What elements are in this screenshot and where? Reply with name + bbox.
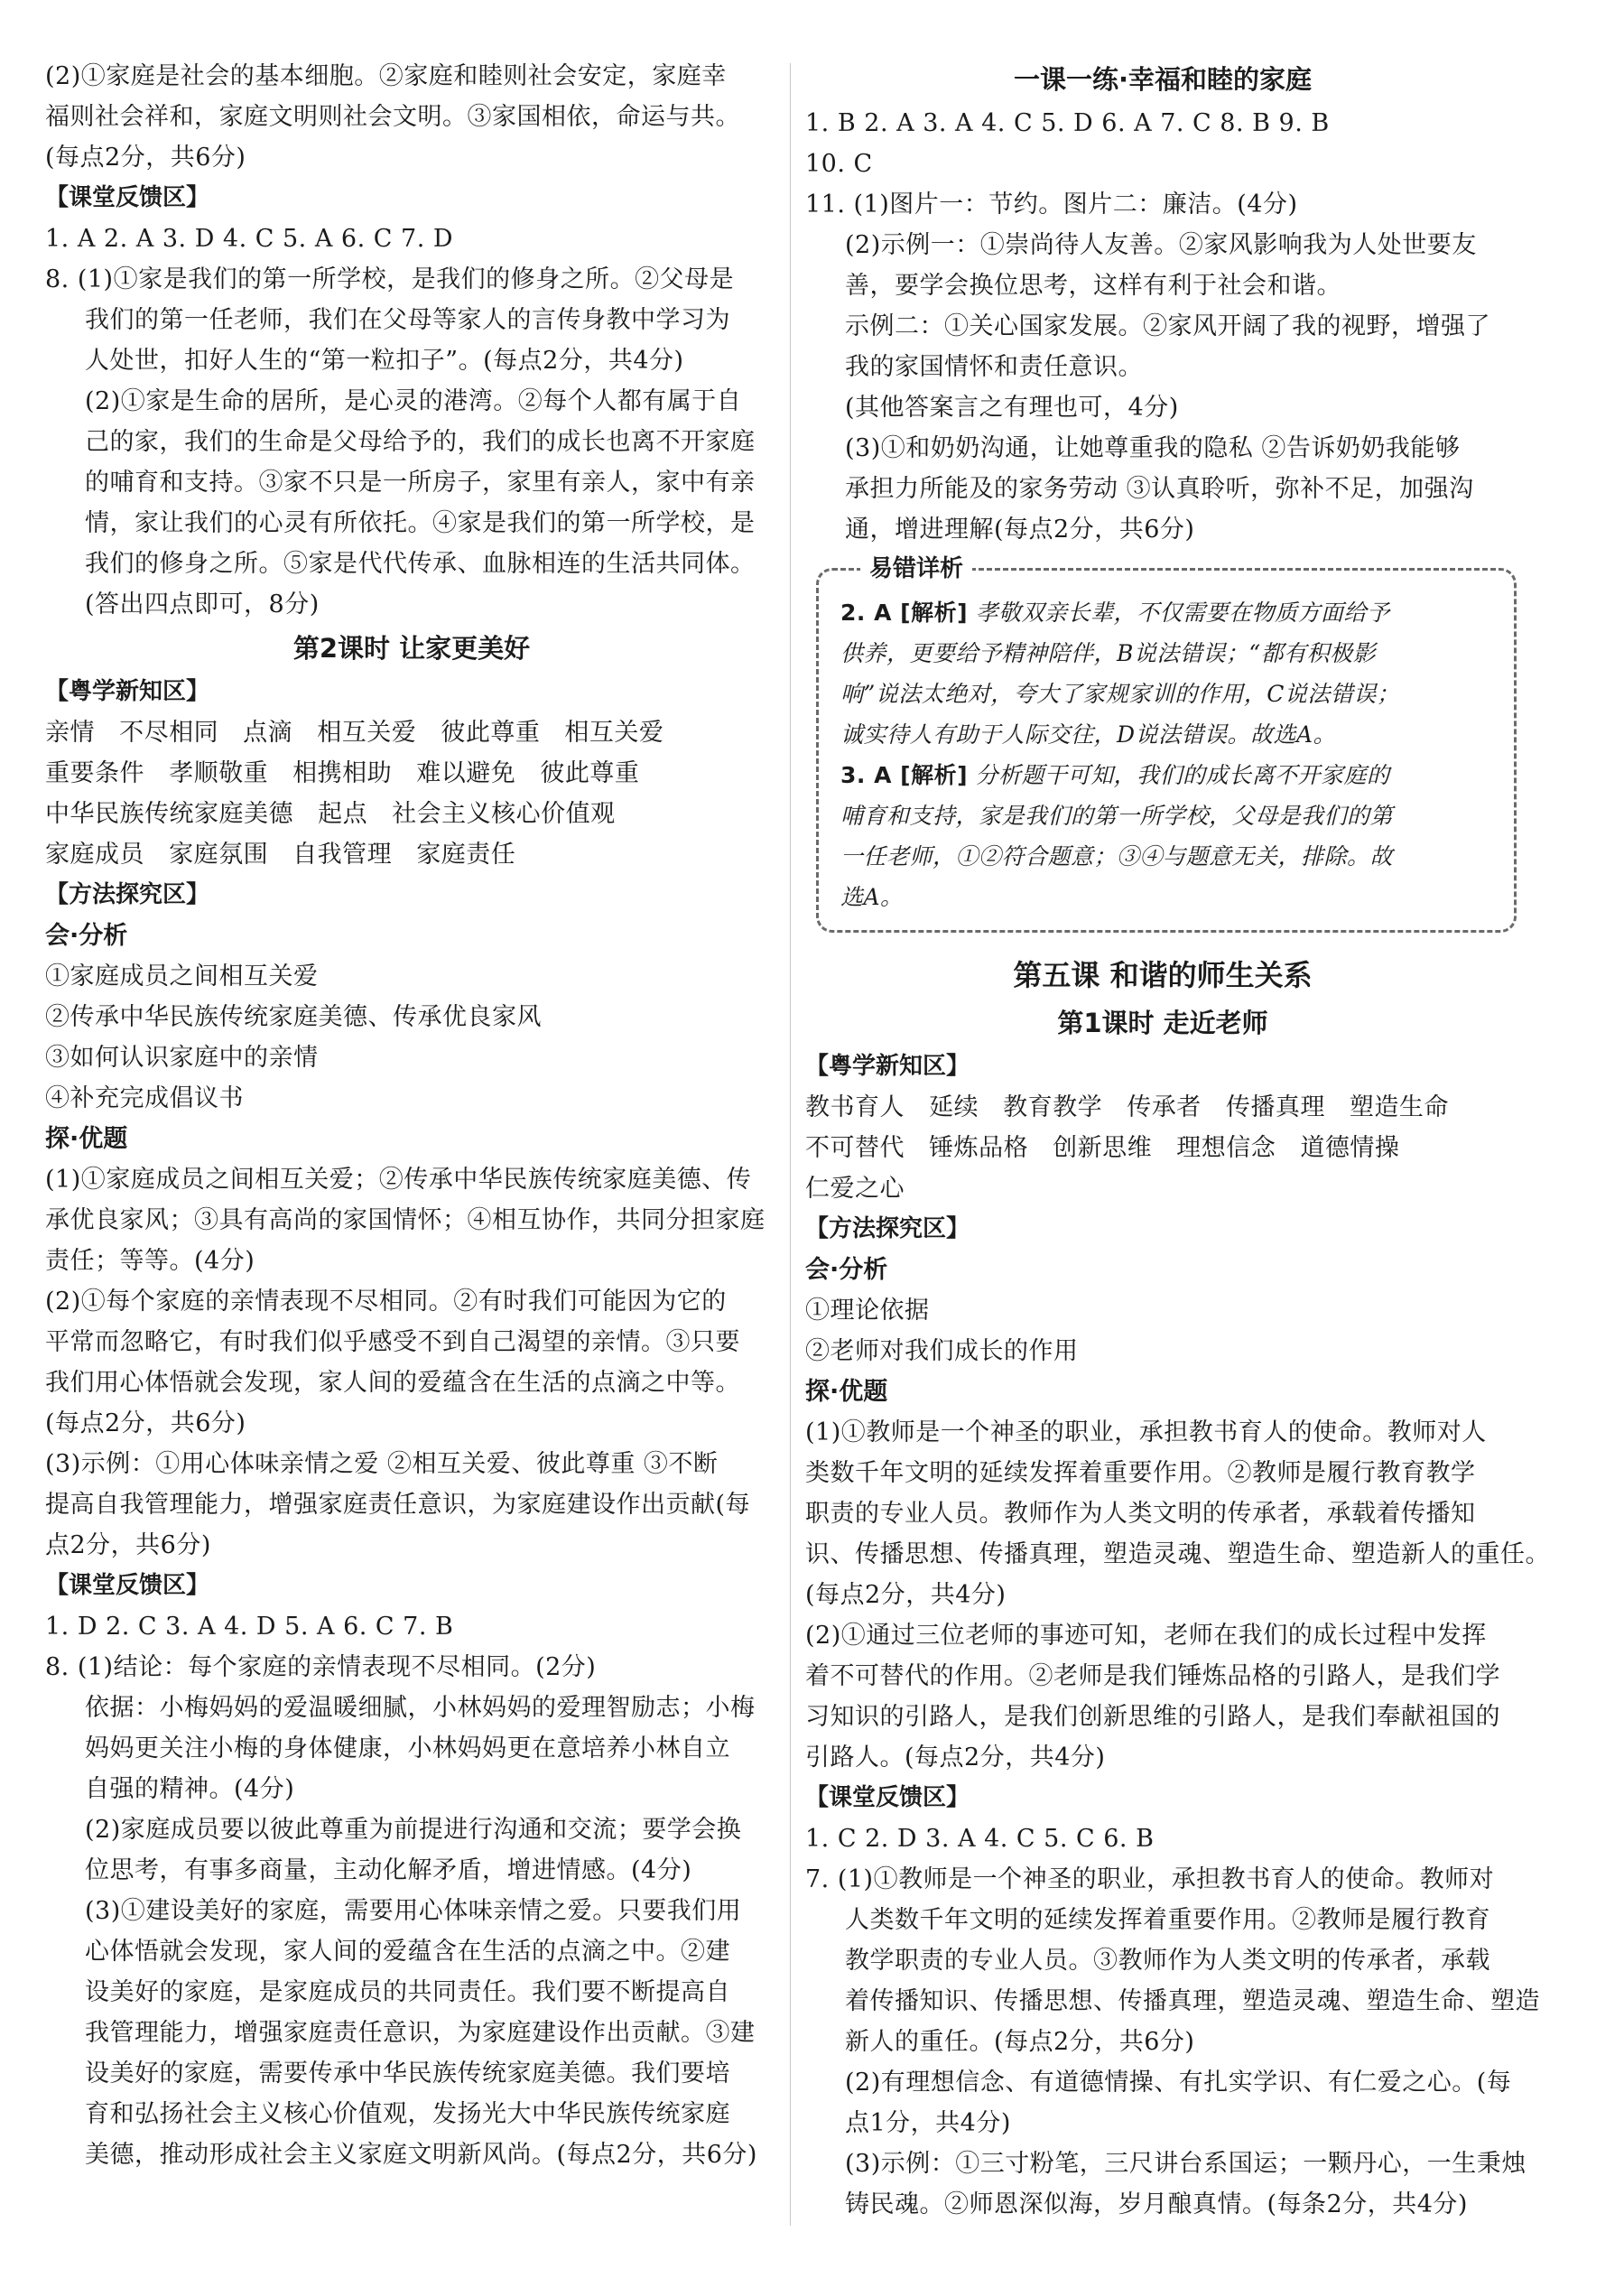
answer-line: 通，增进理解(每点2分，共6分) xyxy=(845,516,1195,544)
choice-answers: 1. A 2. A 3. D 4. C 5. A 6. C 7. D xyxy=(45,225,454,253)
answer-line: 着不可替代的作用。②老师是我们锤炼品格的引路人，是我们学 xyxy=(805,1662,1500,1690)
section-title: 第2课时 让家更美好 xyxy=(292,633,531,664)
section-tag-feedback: 【课堂反馈区】 xyxy=(805,1784,970,1811)
answer-line: 我的家国情怀和责任意识。 xyxy=(845,353,1143,381)
analysis-line: 供养，更要给予精神陪伴，B说法错误；“都有积极影 xyxy=(840,640,1377,666)
error-analysis-box xyxy=(816,555,1517,933)
answer-line: (1)①家庭成员之间相互关爱；②传承中华民族传统家庭美德、传 xyxy=(45,1166,752,1194)
analysis-text: 孝敬双亲长辈，不仅需要在物质方面给予 xyxy=(975,600,1390,626)
error-analysis-label: 易错详析 xyxy=(860,553,972,585)
analysis-item: ②传承中华民族传统家庭美德、传承优良家风 xyxy=(45,1003,542,1031)
lesson-title: 第五课 和谐的师生关系 xyxy=(1013,958,1313,992)
answer-line: 依据：小梅妈妈的爱温暖细腻，小林妈妈的爱理智励志；小梅 xyxy=(85,1694,756,1722)
answer-line: (3)示例：①用心体味亲情之爱 ②相互关爱、彼此尊重 ③不断 xyxy=(45,1450,719,1478)
subhead-analysis: 会·分析 xyxy=(805,1256,888,1284)
column-divider xyxy=(790,63,791,2226)
answer-line: (2)①通过三位老师的事迹可知，老师在我们的成长过程中发挥 xyxy=(805,1622,1487,1650)
answer-line: 铸民魂。②师恩深似海，岁月酿真情。(每条2分，共4分) xyxy=(845,2190,1468,2218)
answer-line: 位思考，有事多商量，主动化解矛盾，增进情感。(4分) xyxy=(85,1856,692,1884)
analysis-line: 选A。 xyxy=(840,884,904,910)
answer-line: 11. (1)图片一：节约。图片二：廉洁。(4分) xyxy=(805,191,1298,219)
answer-line: 我管理能力，增强家庭责任意识，为家庭建设作出贡献。③建 xyxy=(85,2019,756,2047)
answer-line: 着传播知识、传播思想、传播真理，塑造灵魂、塑造生命、塑造 xyxy=(845,1987,1540,2015)
analysis-item: ④补充完成倡议书 xyxy=(45,1084,244,1112)
analysis-line: 响”说法太绝对，夸大了家规家训的作用，C说法错误； xyxy=(840,681,1400,707)
answer-line: (3)①建设美好的家庭，需要用心体味亲情之爱。只要我们用 xyxy=(85,1897,742,1925)
answer-line: 的哺育和支持。③家不只是一所房子，家里有亲人，家中有亲 xyxy=(85,469,756,497)
answer-line: (2)示例一：①崇尚待人友善。②家风影响我为人处世要友 xyxy=(845,231,1477,259)
answer-line: 我们的第一任老师，我们在父母等家人的言传身教中学习为 xyxy=(85,306,730,334)
keyword-line: 仁爱之心 xyxy=(805,1175,905,1203)
answer-line: (2)有理想信念、有道德情操、有扎实学识、有仁爱之心。(每 xyxy=(845,2069,1512,2097)
answer-line: 人类数千年文明的延续发挥着重要作用。②教师是履行教育 xyxy=(845,1906,1490,1934)
answer-line: (答出四点即可，8分) xyxy=(85,590,320,618)
keyword-line: 教书育人 延续 教育教学 传承者 传播真理 塑造生命 xyxy=(805,1093,1449,1121)
answer-line: 责任；等等。(4分) xyxy=(45,1247,255,1275)
answer-line: 承担力所能及的家务劳动 ③认真聆听，弥补不足，加强沟 xyxy=(845,475,1474,503)
answer-line: 自强的精神。(4分) xyxy=(85,1775,295,1803)
answer-line: 8. (1)结论：每个家庭的亲情表现不尽相同。(2分) xyxy=(45,1653,597,1681)
keyword-line: 亲情 不尽相同 点滴 相互关爱 彼此尊重 相互关爱 xyxy=(45,719,664,747)
answer-line: 平常而忽略它，有时我们似乎感受不到自己渴望的亲情。③只要 xyxy=(45,1328,740,1356)
section-tag-feedback: 【课堂反馈区】 xyxy=(45,1572,210,1599)
choice-answers: 10. C xyxy=(805,150,873,178)
answer-line: 妈妈更关注小梅的身体健康，小林妈妈更在意培养小林自立 xyxy=(85,1734,730,1762)
analysis-item: ③如何认识家庭中的亲情 xyxy=(45,1044,319,1072)
answer-line: 教学职责的专业人员。③教师作为人类文明的传承者，承载 xyxy=(845,1947,1490,1975)
analysis-line xyxy=(840,592,1496,633)
item-number: 2. A xyxy=(840,600,901,626)
section-tag-new-knowledge: 【粤学新知区】 xyxy=(805,1053,970,1080)
answer-line: 心体悟就会发现，家人间的爱蕴含在生活的点滴之中。②建 xyxy=(85,1938,730,1966)
answer-line: (2)①每个家庭的亲情表现不尽相同。②有时我们可能因为它的 xyxy=(45,1288,727,1316)
subhead-analysis: 会·分析 xyxy=(45,922,128,950)
section-tag-new-knowledge: 【粤学新知区】 xyxy=(45,678,210,705)
analysis-line: 哺育和支持，家是我们的第一所学校，父母是我们的第 xyxy=(840,803,1394,829)
analysis-line xyxy=(840,755,1496,795)
answer-line: 情，家让我们的心灵有所依托。④家是我们的第一所学校，是 xyxy=(85,509,756,537)
answer-line: 习知识的引路人，是我们创新思维的引路人，是我们奉献祖国的 xyxy=(805,1703,1500,1731)
answer-line: 己的家，我们的生命是父母给予的，我们的成长也离不开家庭 xyxy=(85,428,756,456)
answer-line: 8. (1)①家是我们的第一所学校，是我们的修身之所。②父母是 xyxy=(45,265,735,293)
section-tag-method: 【方法探究区】 xyxy=(45,881,210,908)
choice-answers: 1. C 2. D 3. A 4. C 5. C 6. B xyxy=(805,1825,1155,1853)
answer-line: (2)家庭成员要以彼此尊重为前提进行沟通和交流；要学会换 xyxy=(85,1816,742,1844)
answer-line: (2)①家是生命的居所，是心灵的港湾。②每个人都有属于自 xyxy=(85,387,742,415)
keyword-line: 家庭成员 家庭氛围 自我管理 家庭责任 xyxy=(45,841,516,869)
answer-line: 我们的修身之所。⑤家是代代传承、血脉相连的生活共同体。 xyxy=(85,550,756,578)
exercise-title: 一课一练·幸福和睦的家庭 xyxy=(1013,64,1313,95)
answer-line: (每点2分，共6分) xyxy=(45,1409,246,1437)
analysis-item: ②老师对我们成长的作用 xyxy=(805,1337,1079,1365)
answer-line: 职责的专业人员。教师作为人类文明的传承者，承载着传播知 xyxy=(805,1500,1476,1528)
answer-line: 点1分，共4分) xyxy=(845,2109,1011,2137)
analysis-item: ①理论依据 xyxy=(805,1297,930,1325)
analysis-line: 一任老师，①②符合题意；③④与题意无关，排除。故 xyxy=(840,843,1394,869)
answer-line: 点2分，共6分) xyxy=(45,1531,211,1559)
choice-answers: 1. B 2. A 3. A 4. C 5. D 6. A 7. C 8. B 9. B xyxy=(805,109,1330,137)
analysis-line: 诚实待人有助于人际交往，D说法错误。故选A。 xyxy=(840,721,1337,748)
answer-line: (2)①家庭是社会的基本细胞。②家庭和睦则社会安定，家庭幸 xyxy=(45,62,727,90)
section-tag-method: 【方法探究区】 xyxy=(805,1215,970,1242)
answer-line: 设美好的家庭，是家庭成员的共同责任。我们要不断提高自 xyxy=(85,1978,730,2006)
answer-line: 福则社会祥和，家庭文明则社会文明。③家国相依，命运与共。 xyxy=(45,103,740,131)
item-number: 3. A xyxy=(840,762,901,788)
answer-line: (每点2分，共4分) xyxy=(805,1581,1007,1609)
answer-line: (1)①教师是一个神圣的职业，承担教书育人的使命。教师对人 xyxy=(805,1418,1487,1446)
answer-line: 承优良家风；③具有高尚的家国情怀；④相互协作，共同分担家庭 xyxy=(45,1206,766,1234)
answer-line: (其他答案言之有理也可，4分) xyxy=(845,394,1179,422)
right-column xyxy=(805,56,1550,2225)
subhead-explore: 探·优题 xyxy=(45,1125,128,1153)
section-title: 第1课时 走近老师 xyxy=(1057,1008,1268,1038)
answer-line: 类数千年文明的延续发挥着重要作用。②教师是履行教育教学 xyxy=(805,1459,1476,1487)
answer-line: 识、传播思想、传播真理，塑造灵魂、塑造生命、塑造新人的重任。 xyxy=(805,1540,1550,1568)
answer-line: 提高自我管理能力，增强家庭责任意识，为家庭建设作出贡献(每 xyxy=(45,1491,751,1519)
answer-line: 引路人。(每点2分，共4分) xyxy=(805,1744,1106,1771)
keyword-line: 重要条件 孝顺敬重 相携相助 难以避免 彼此尊重 xyxy=(45,759,640,787)
answer-line: 7. (1)①教师是一个神圣的职业，承担教书育人的使命。教师对 xyxy=(805,1865,1495,1893)
answer-line: (3)①和奶奶沟通，让她尊重我的隐私 ②告诉奶奶我能够 xyxy=(845,434,1461,462)
answer-line: 我们用心体悟就会发现，家人间的爱蕴含在生活的点滴之中等。 xyxy=(45,1369,740,1397)
answer-line: 善，要学会换位思考，这样有利于社会和谐。 xyxy=(845,272,1341,300)
analysis-item: ①家庭成员之间相互关爱 xyxy=(45,962,319,990)
answer-line: 育和弘扬社会主义核心价值观，发扬光大中华民族传统家庭 xyxy=(85,2100,730,2128)
keyword-line: 不可替代 锤炼品格 创新思维 理想信念 道德情操 xyxy=(805,1134,1400,1162)
answer-line: 示例二：①关心国家发展。②家风开阔了我的视野，增强了 xyxy=(845,312,1490,340)
analysis-tag: [解析] xyxy=(900,762,969,788)
answer-line: (3)示例：①三寸粉笔，三尺讲台系国运；一颗丹心，一生秉烛 xyxy=(845,2150,1527,2178)
analysis-text: 分析题干可知，我们的成长离不开家庭的 xyxy=(975,762,1390,788)
analysis-tag: [解析] xyxy=(900,600,969,626)
section-tag-feedback: 【课堂反馈区】 xyxy=(45,184,210,211)
answer-line: 设美好的家庭，需要传承中华民族传统家庭美德。我们要培 xyxy=(85,2060,730,2088)
answer-line: 新人的重任。(每点2分，共6分) xyxy=(845,2028,1195,2056)
answer-line: 美德，推动形成社会主义家庭文明新风尚。(每点2分，共6分) xyxy=(85,2141,757,2169)
answer-line: (每点2分，共6分) xyxy=(45,144,246,172)
subhead-explore: 探·优题 xyxy=(805,1378,888,1406)
keyword-line: 中华民族传统家庭美德 起点 社会主义核心价值观 xyxy=(45,800,616,828)
answer-line: 人处世，扣好人生的“第一粒扣子”。(每点2分，共4分) xyxy=(85,347,684,375)
choice-answers: 1. D 2. C 3. A 4. D 5. A 6. C 7. B xyxy=(45,1613,454,1641)
left-column xyxy=(45,56,778,2175)
